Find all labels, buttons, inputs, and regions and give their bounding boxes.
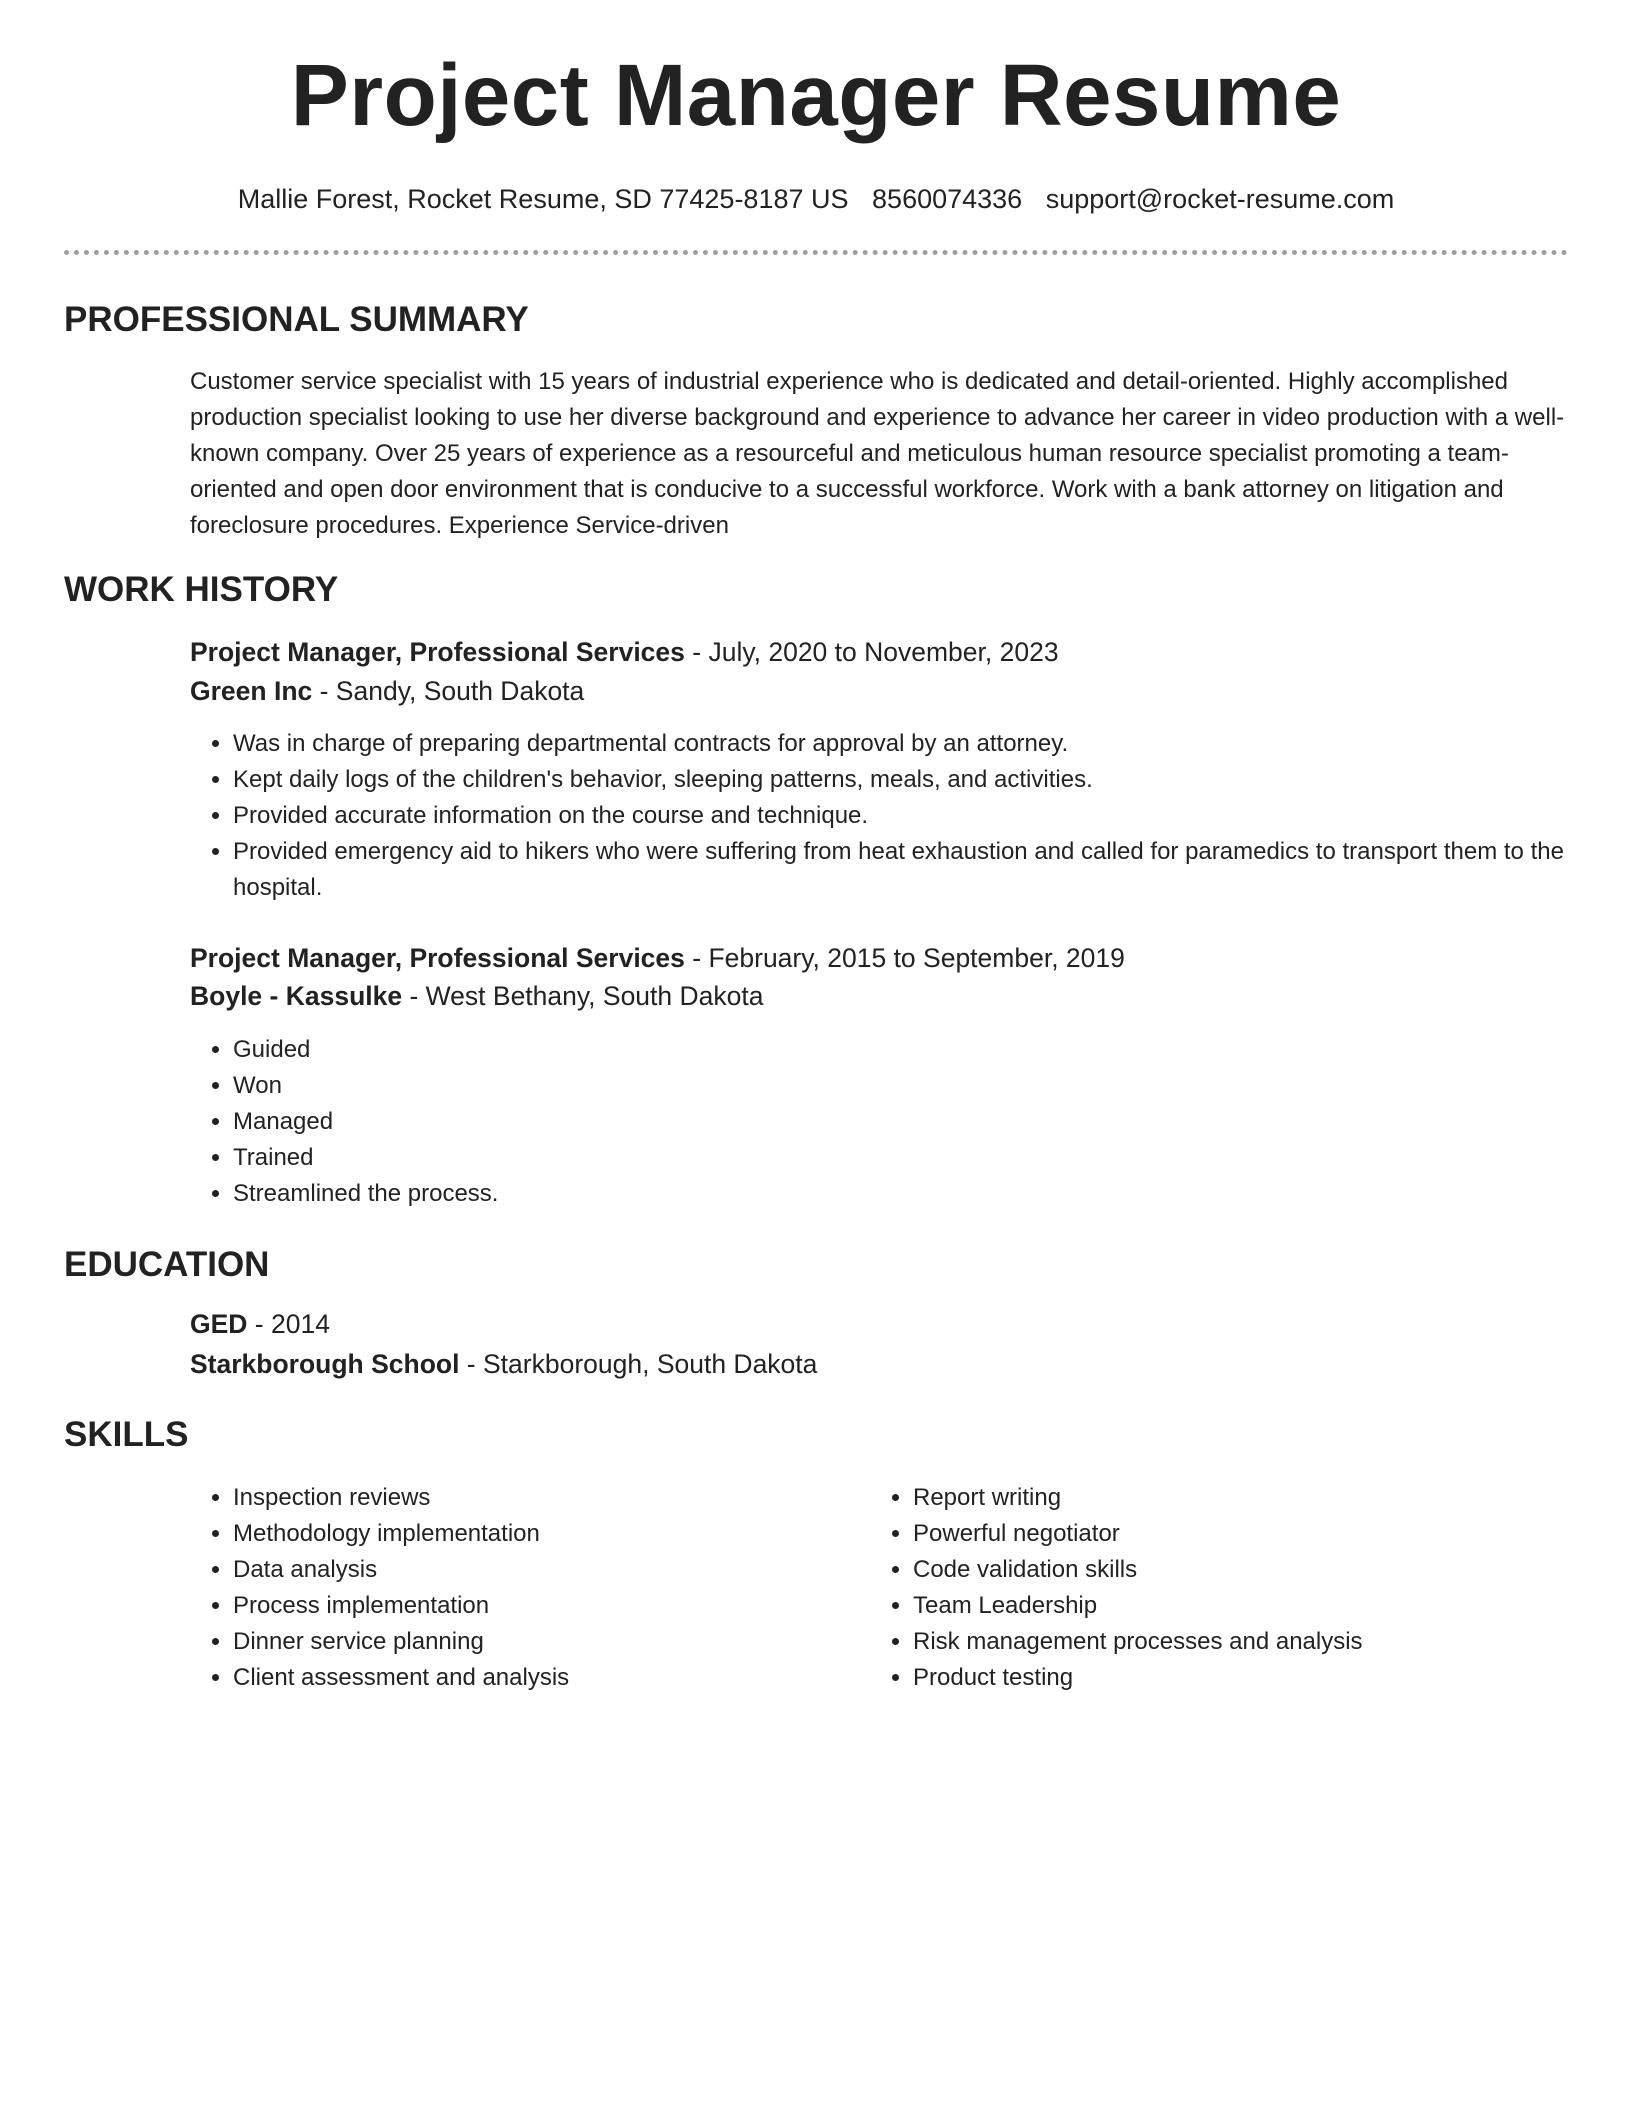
- job-1-company: Green Inc: [190, 676, 313, 706]
- list-item: • Kept daily logs of the children's behavior, sleeping patterns, meals, and activities.: [233, 762, 1593, 798]
- list-item: • Report writing: [913, 1480, 1363, 1516]
- job-2-title-line: [190, 942, 1125, 974]
- list-item: • Client assessment and analysis: [233, 1660, 569, 1696]
- job-1-title: Project Manager, Professional Services: [190, 637, 685, 667]
- contact-line: [0, 183, 1632, 215]
- skills-list-left: [190, 1480, 569, 1696]
- list-item: • Provided emergency aid to hikers who were suffering from heat exhaustion and called for paramedics to transport them to the hospital.: [233, 834, 1593, 906]
- education-degree-line: [190, 1308, 330, 1340]
- job-2-location: - West Bethany, South Dakota: [402, 981, 764, 1011]
- education-school-line: [190, 1348, 817, 1380]
- summary-heading: PROFESSIONAL SUMMARY: [64, 300, 529, 339]
- list-item: • Provided accurate information on the course and technique.: [233, 798, 1593, 834]
- job-1-company-line: [190, 675, 584, 707]
- header-divider: [64, 250, 1568, 255]
- education-year: - 2014: [247, 1309, 330, 1339]
- job-1-title-line: [190, 636, 1059, 668]
- list-item: • Process implementation: [233, 1588, 569, 1624]
- work-history-heading: WORK HISTORY: [64, 570, 339, 609]
- list-item: • Managed: [233, 1104, 498, 1140]
- job-2-dates: - February, 2015 to September, 2019: [684, 943, 1125, 973]
- list-item: • Product testing: [913, 1660, 1363, 1696]
- contact-phone: 8560074336: [872, 184, 1023, 214]
- list-item: • Was in charge of preparing departmental contracts for approval by an attorney.: [233, 726, 1593, 762]
- skills-list-right: [870, 1480, 1363, 1696]
- skills-heading: SKILLS: [64, 1415, 189, 1454]
- list-item: • Guided: [233, 1032, 498, 1068]
- list-item: • Streamlined the process.: [233, 1176, 498, 1212]
- job-2-title: Project Manager, Professional Services: [190, 943, 685, 973]
- list-item: • Dinner service planning: [233, 1624, 569, 1660]
- education-degree: GED: [190, 1309, 248, 1339]
- job-2-company: Boyle - Kassulke: [190, 981, 403, 1011]
- list-item: • Powerful negotiator: [913, 1516, 1363, 1552]
- list-item: • Won: [233, 1068, 498, 1104]
- education-heading: EDUCATION: [64, 1245, 270, 1284]
- list-item: • Data analysis: [233, 1552, 569, 1588]
- summary-text: Customer service specialist with 15 years of industrial experience who is dedicated and detail-oriented. Highly accomplished production specialist looking to use her diverse background and experience to advance her career in video production with a well-known company. Over 25 years of experience as a resourceful and meticulous human resource specialist promoting a team-oriented and open door environment that is conducive to a successful workforce. Work with a bank attorney on litigation and foreclosure procedures. Experience Service-driven: [190, 368, 1565, 539]
- list-item: • Trained: [233, 1140, 498, 1176]
- resume-title: Project Manager Resume: [290, 47, 1342, 144]
- job-1-location: - Sandy, South Dakota: [312, 676, 585, 706]
- job-1-bullets: [190, 726, 1593, 906]
- education-location: - Starkborough, South Dakota: [459, 1349, 818, 1379]
- job-2-company-line: [190, 980, 763, 1012]
- list-item: • Methodology implementation: [233, 1516, 569, 1552]
- list-item: • Team Leadership: [913, 1588, 1363, 1624]
- contact-email: support@rocket-resume.com: [1045, 184, 1395, 214]
- job-2-bullets: [190, 1032, 498, 1212]
- list-item: • Code validation skills: [913, 1552, 1363, 1588]
- contact-address: Mallie Forest, Rocket Resume, SD 77425-8187 US: [237, 184, 849, 214]
- job-1-dates: - July, 2020 to November, 2023: [684, 637, 1059, 667]
- education-school: Starkborough School: [190, 1349, 460, 1379]
- list-item: • Inspection reviews: [233, 1480, 569, 1516]
- list-item: • Risk management processes and analysis: [913, 1624, 1363, 1660]
